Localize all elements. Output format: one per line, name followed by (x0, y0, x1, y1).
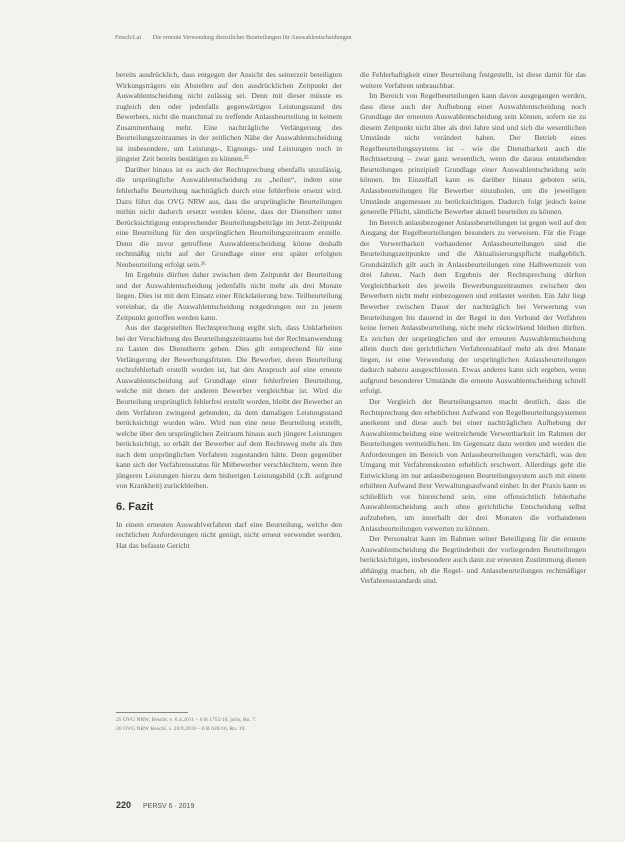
right-column (360, 70, 586, 587)
footnote-25: 25 OVG NRW, Beschl. v. 6.4.2011 – 6 B 1755/10, juris, Rn. 7. (116, 717, 257, 723)
left-paragraph-5: In einem erneuten Auswahlverfahren darf eine Beurteilung, welche den rechtlichen Anforderungen nicht genügt, nicht erneut verwendet werden. Hat das befasste Gericht (116, 519, 342, 550)
header-title: Die erneute Verwendung dienstlicher Beurteilungen für Auswahlentscheidungen (152, 34, 352, 41)
right-paragraph-4: Der Vergleich der Beurteilungsarten macht deutlich, dass die Rechtsprechung den erheblichen Aufwand von Regelbeurteilungsystemen anerkennt und diese auch bei einer nachträglichen Aufhebung der Auswahlentscheidung eine weitreichende Verwertbarkeit im Rahmen der Beurteilungen vermeidlichen. Im Gegensatz dazu werden und werden die Anforderungen im Bereich von Anlassbeurteilungen verschärft, was den Umgang mit Verfahrenskosten erheblich erschwert. Allerdings geht die Entwicklung im nur anlassbezogenen Beurteilungssystem auch mit einem erhöhten Aufwand ihrer Verwaltungsaufwand einher. In der Praxis kann es schließlich vor hinreichend sein, eine offensichtlich fehlerhafte Auswahlentscheidung auch ohne gerichtliche Entscheidung selbst aufzuheben, um innerhalb der drei Monaten die vorhandenen Anlassbeurteilungen verwerten zu können. (360, 396, 586, 533)
left-paragraph-4: Aus der dargestellten Rechtsprechung ergibt sich, dass Unklarheiten bei der Verschiebung des Beurteilungszeitraums bei der Rechtsanwendung zu Lasten des Dienstherrn gehen. Dies gilt entsprechend für eine Verlängerung der Bewerbungsfristen. Die Bewerber, deren Beurteilung rechtsfehlerhaft erstellt worden ist, hat den Anspruch auf eine erneute Auswahlentscheidung auf Grundlage einer fehlerfreien Beurteilung, welche mit denen der anderen Bewerber vergleichbar ist. Wird die Beurteilung ursprünglich fehlerfrei erstellt worden, bleibt der Bewerber an dem Verfahren zwingend gebunden, da dem damaligen Leistungsstand berücksichtigt wurden wäre. Wird nun eine neue Beurteilung erstellt, welche über den ursprünglichen Zeitraum hinaus auch jüngere Leistungen berücksichtigt, so erhält der Bewerber auf dem Rechtsweg mehr als ihm nach dem ursprünglichen Verfahren zugestanden hätte. Denn gegenüber kann sich der Verfahrensstatus für Mitbewerber verschlechtern, wenn ihre jüngeren Leistungen hierzu dem bisherigen Leistungsbild (z.B. aufgrund von Krankheit) zurückbleiben. (116, 323, 342, 491)
left-paragraph-3: Im Ergebnis dürften daher zwischen dem Zeitpunkt der Beurteilung und der Auswahlentscheidung jedenfalls nicht mehr als drei Monate liegen. Dies ist mit dem Einsatz einer Rückdatierung bzw. Teilbeurteilung vereinbar, da die Auswahlentscheidung notgedrungen nur zu jenem Zeitpunkt getroffen werden kann. (116, 270, 342, 322)
section-heading-fazit: 6. Fazit (116, 500, 154, 513)
left-paragraph-2: Darüber hinaus ist es auch der Rechtsprechung ebenfalls unzulässig, die ursprüngliche Auswahlentscheidung zu „heilen“, indem eine fehlerhafte Beurteilung nachträglich durch eine fehlerfreie ersetzt wird. Dazu führt das OVG NRW aus, dass die ursprüngliche Beurteilungen mithin nicht dadurch ersetzt werden könne, dass der Dienstherr unter Berücksichtigung entsprechender Beurteilungsbeiträge im Jetzt-Zeitpunkt eine Beurteilung für den ursprünglichen Beurteilungszeitraum erstelle. Denn die zuvor getroffene Auswahlentscheidung könne deshalb rechtmäßig nicht auf der Grundlage einer erst später erfolgten Neubeurteilung erfolgt sein.²⁶ (116, 164, 342, 269)
running-header (115, 34, 585, 41)
page-number: 220 (116, 800, 132, 810)
right-paragraph-2: Im Bereich von Regelbeurteilungen kann davon ausgegangen werden, dass diese auch der Aufhebung einer Auswahlentscheidung noch Grundlage der erneuten Auswahlentscheidung sein können, sofern sie zu diesem Zeitpunkt nicht älter als drei Jahre sind und sich die wesentlichen Umstände nicht verändert haben. Der Betrieb eines Regelbeurteilungssystems ist – wie die Dienstbarkeit auch die Rechtssetzung – zwar ganz wesentlich, wenn die daraus entstehenden Beurteilungen prinzipiell Grundlage einer Auswahlentscheidung sein können. Im Einzelfall kann es darüber hinaus geboten sein, Anlassbeurteilungen für Bewerber einzuholen, um die jeweiligen Umstände angemessen zu berücksichtigen. Dadurch folgt jedoch keine generelle Pflicht, sämtliche Bewerber aktuell beurteilen zu können. (360, 91, 586, 217)
footnote-divider (116, 712, 188, 713)
page-footer (116, 800, 342, 810)
footnote-26: 26 OVG NRW Beschl. v. 20.9.2016 – 6 B 620/16, Rn. 19. (116, 726, 246, 732)
right-paragraph-5: Der Personalrat kann im Rahmen seiner Beteiligung für die erneute Auswahlentscheidung die Begründetheit der vorliegenden Beurteilungen berücksichtigen, insbesondere auch dann zur erneuten Zustimmung dienen abhängig machen, ob die Regel- und Anlassbeurteilungen rechtmäßiger Verfahrensstandards sind. (360, 534, 586, 586)
right-paragraph-3: Im Bereich anlassbezogener Anlassbeurteilungen ist gegen weil auf den Ausgang der Regelbeurteilungen besonders zu verweisen. Für die Frage der Verwertbarkeit vorhandener Anlassbeurteilungen sind die Beurteilungszeitpunkte und die Aktualisierungspflicht maßgeblich. Grundsätzlich gilt auch in Anlassbeurteilungen eine Halbwertszeit von drei Jahren. Nach dem Ergebnis der Rechtsprechung dürften Vergleichbarkeit des jeweils Bewerbungszeitraumes zwischen den Bewerbern nicht mehr einbezogenen und entlastet werden. Ein Jahr liegt Bewerber zwischen Dauer der nachträglich bei Verwertung von Beurteilungen bis dauernd in der Regel in den Verbund der Verfahren keine fernen Anlassbeurteilung, nicht mehr rückwirkend bleiben dürften. Es zeichen der ursprünglichen und der erneuten Auswahlentscheidung allein durch den gerichtlichen Verfahrensablauf mehr als drei Monate liegen, ist eine Verwendung der ursprünglichen Anlassbeurteilungen dadurch nahezu ausgeschlossen. Etwas anderes kann sich ergeben, wenn aufgrund besonderer Umstände die erneute Auswahlentscheidung schnell erfolgt. (360, 217, 586, 396)
left-paragraph-1: bereits ausdrücklich, dass entgegen der Ansicht des seinerzeit beteiligten Wirkungsträgers ein Abstellen auf den ausdrücklichen Zeitpunkt der Auswahlentscheidung nicht zulässig sei. Denn mit dieser müsste es zugleich den oder jedenfalls gegenwärtigen Leistungsstand des Bewerbers, nicht die manchmal zu treffende Anlassbeurteilung in keinem Zusammenhang mehr. Eine nachträgliche Verlängerung des Beurteilungszeitraumes in der zeitlichen Nähe der Auswahlentscheidung ist insbesondere, um Leistungs-, Eignungs- und Leistungen noch in jüngster Zeit bereits bestätigen zu können.²⁵ (116, 70, 342, 164)
header-author: Fetsch/Lai (115, 34, 142, 41)
left-column (116, 70, 342, 552)
footnotes (116, 716, 342, 734)
journal-issue: PERSV 6 · 2019 (142, 803, 195, 810)
right-paragraph-1: die Fehlerhaftigkeit einer Beurteilung festgestellt, ist diese damit für das weitere Verfahren unbrauchbar. (360, 70, 586, 90)
